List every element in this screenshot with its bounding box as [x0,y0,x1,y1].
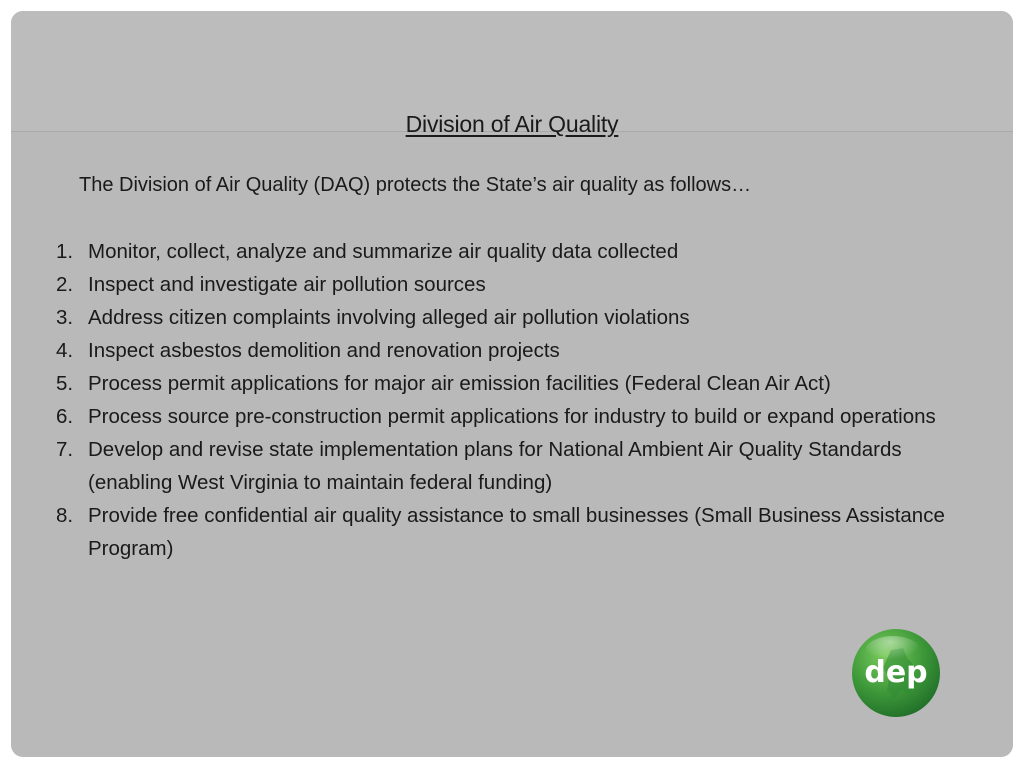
list-item [56,400,976,433]
list-item [56,334,976,367]
list-item-text: Develop and revise state implementation plans for National Ambient Air Quality Standards (enabling West Virginia to maintain federal funding) [88,438,902,494]
list-item-text: Provide free confidential air quality assistance to small businesses (Small Business Assistance Program) [88,504,945,560]
list-item-number: 6. [56,405,74,428]
list-item [56,433,976,499]
list-item-text: Inspect asbestos demolition and renovation projects [88,339,560,362]
list-item-text: Inspect and investigate air pollution sources [88,273,486,296]
intro-text: The Division of Air Quality (DAQ) protects the State’s air quality as follows… [79,174,752,196]
list-item [56,268,976,301]
list-item-number: 3. [56,306,74,329]
list-item [56,235,976,268]
list-item-number: 4. [56,339,74,362]
list-item-text: Monitor, collect, analyze and summarize air quality data collected [88,240,679,263]
logo-text: dep [864,655,928,690]
list-item [56,367,976,400]
list-item-number: 2. [56,273,74,296]
list-item-text: Address citizen complaints involving alleged air pollution violations [88,306,690,329]
list-item [56,301,976,334]
slide-title: Division of Air Quality [405,111,619,137]
dep-logo-icon [851,628,941,718]
list-item-text: Process source pre-construction permit applications for industry to build or expand operations [88,405,936,428]
numbered-list [56,235,976,565]
list-item-number: 1. [56,240,74,263]
list-item [56,499,976,565]
slide [11,11,1013,757]
list-item-number: 5. [56,372,74,395]
list-item-number: 7. [56,438,74,461]
list-item-text: Process permit applications for major air emission facilities (Federal Clean Air Act) [88,372,831,395]
list-item-number: 8. [56,504,74,527]
